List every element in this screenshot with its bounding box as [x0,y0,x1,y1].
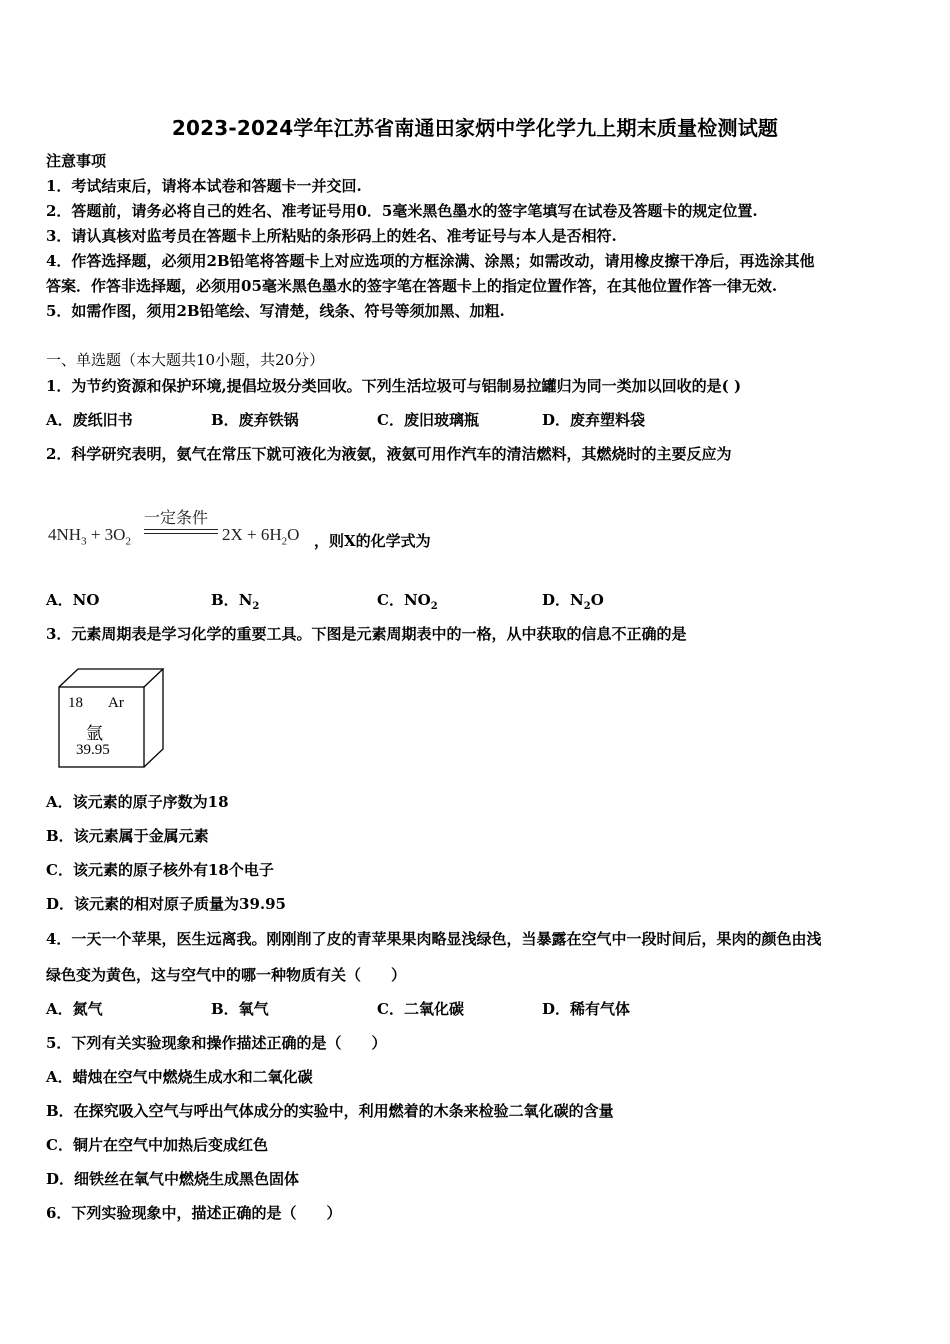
q1-option-d[interactable]: D．废弃塑料袋 [542,411,646,429]
q1-option-b[interactable]: B．废弃铁锅 [211,411,299,429]
question-3-stem: 3．元素周期表是学习化学的重要工具。下图是元素周期表中的一格，从中获取的信息不正确的是 [46,625,687,643]
notice-item: 1．考试结束后，请将本试卷和答题卡一并交回. [46,177,362,195]
page-title: 2023-2024学年江苏省南通田家炳中学化学九上期末质量检测试题 [171,116,779,140]
element-name: 氩 [86,724,103,744]
q4-option-d[interactable]: D．稀有气体 [542,1000,631,1018]
q5-option-a[interactable]: A．蜡烛在空气中燃烧生成水和二氧化碳 [46,1068,313,1086]
equals-bar-bottom [144,533,218,534]
equation-question: ，则X的化学式为 [314,532,431,550]
q1-option-c[interactable]: C．废旧玻璃瓶 [377,411,479,429]
q2-option-a[interactable]: A．NO [46,591,100,609]
atomic-mass: 39.95 [76,742,110,758]
q2-option-b[interactable]: B．$N_2$ [211,591,260,612]
equation-products: $2X + 6H_2O$ [222,525,300,548]
notice-item: 4．作答选择题，必须用2B铅笔将答题卡上对应选项的方框涂满、涂黑；如需改动，请用橡皮擦干净后，再选涂其他 [46,252,815,270]
q5-option-c[interactable]: C．铜片在空气中加热后变成红色 [46,1136,268,1154]
equation-reactants: $4NH_3 + 3O_2$ [48,525,131,548]
element-symbol: Ar [108,695,124,711]
notice-item: 答案．作答非选择题，必须用05毫米黑色墨水的签字笔在答题卡上的指定位置作答，在其他位置作答一律无效. [46,277,778,295]
reaction-condition: 一定条件 [144,508,209,527]
notice-item: 2．答题前，请务必将自己的姓名、准考证号用0．5毫米黑色墨水的签字笔填写在试卷及答题卡的规定位置. [46,202,758,220]
q4-option-c[interactable]: C．二氧化碳 [377,1000,464,1018]
q3-option-c[interactable]: C．该元素的原子核外有18个电子 [46,861,274,879]
notice-item: 5．如需作图，须用2B铅笔绘、写清楚，线条、符号等须加黑、加粗. [46,302,505,320]
question-5-stem: 5．下列有关实验现象和操作描述正确的是（ ） [46,1034,387,1052]
q3-option-b[interactable]: B．该元素属于金属元素 [46,827,209,845]
reaction-equation [46,505,486,555]
equals-bar-top [144,529,218,530]
question-4-stem: 4．一天一个苹果，医生远离我。刚刚削了皮的青苹果果肉略显浅绿色，当暴露在空气中一段时间后，果肉的颜色由浅 [46,930,822,948]
q2-option-c[interactable]: C．$NO_2$ [377,591,438,612]
q5-option-d[interactable]: D．细铁丝在氧气中燃烧生成黑色固体 [46,1170,300,1188]
question-1-stem: 1．为节约资源和保护环境,提倡垃圾分类回收。下列生活垃圾可与铝制易拉罐归为同一类加以回收的是( ) [46,377,742,395]
q3-option-d[interactable]: D．该元素的相对原子质量为39.95 [46,895,286,913]
notice-item: 3．请认真核对监考员在答题卡上所粘贴的条形码上的姓名、准考证号与本人是否相符. [46,227,617,245]
section-heading: 一、单选题（本大题共10小题，共20分） [46,351,325,369]
q5-option-b[interactable]: B．在探究吸入空气与呼出气体成分的实验中，利用燃着的木条来检验二氧化碳的含量 [46,1102,614,1120]
question-4-stem-cont: 绿色变为黄色，这与空气中的哪一种物质有关（ ） [46,966,407,984]
question-6-stem: 6．下列实验现象中，描述正确的是（ ） [46,1204,342,1222]
atomic-number: 18 [68,695,83,711]
q3-option-a[interactable]: A．该元素的原子序数为18 [46,793,229,811]
q1-option-a[interactable]: A．废纸旧书 [46,411,133,429]
q4-option-a[interactable]: A．氮气 [46,1000,103,1018]
notice-heading: 注意事项 [46,152,107,170]
q2-option-d[interactable]: D．$N_2O$ [542,591,604,612]
q4-option-b[interactable]: B．氧气 [211,1000,269,1018]
element-cube-drawing [56,665,166,771]
question-2-stem: 2．科学研究表明，氨气在常压下就可液化为液氨，液氨可用作汽车的清洁燃料，其燃烧时的主要反应为 [46,445,732,463]
periodic-table-cell [56,665,166,771]
